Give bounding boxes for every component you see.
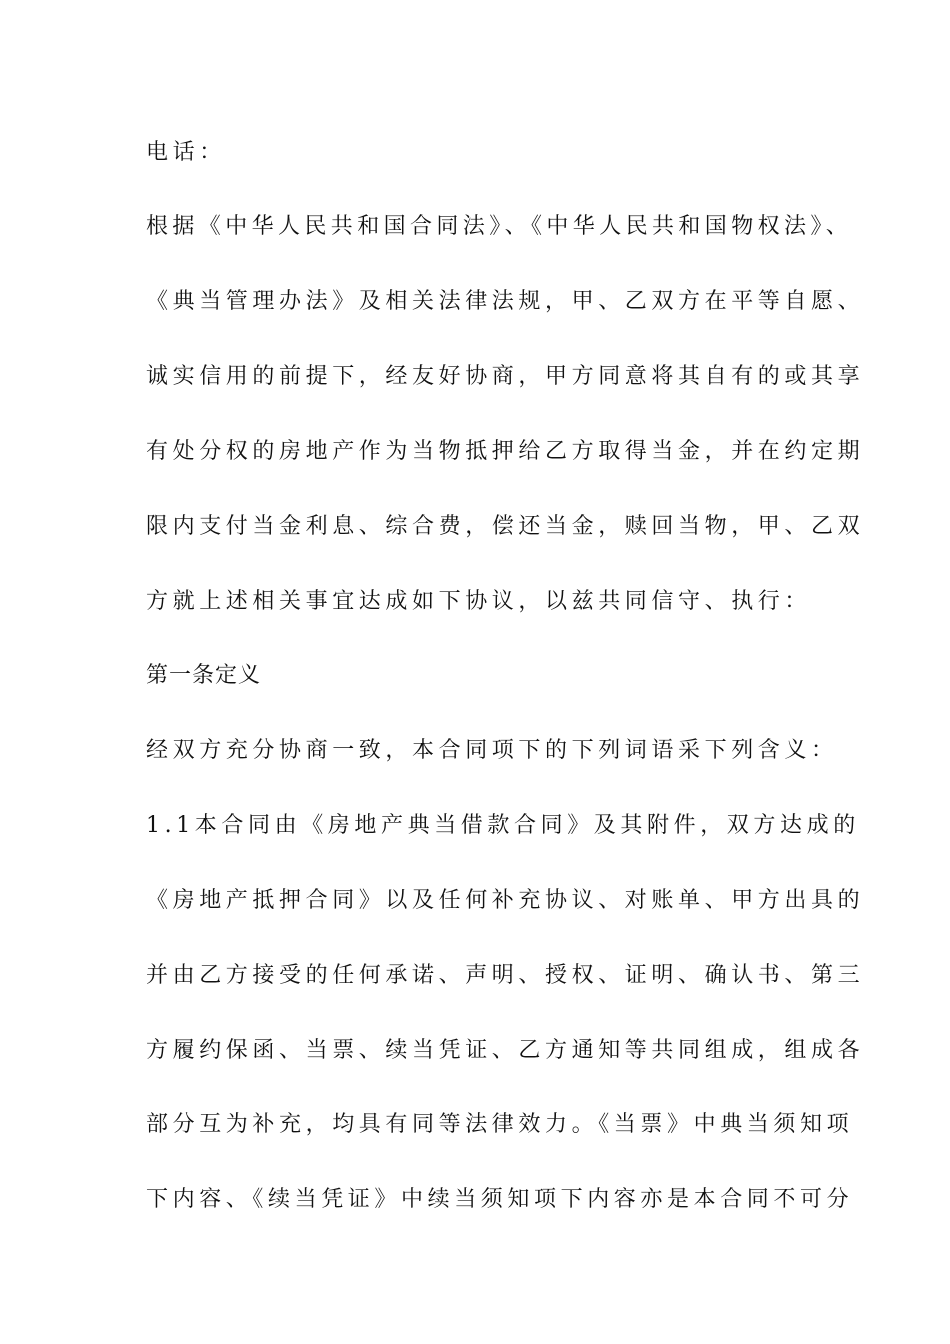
clause-line: 下内容、《续当凭证》中续当须知项下内容亦是本合同不可分	[146, 1187, 854, 1212]
paragraph-line: 方就上述相关事宜达成如下协议，以兹共同信守、执行：	[146, 589, 812, 614]
clause-line: 并由乙方接受的任何承诺、声明、授权、证明、确认书、第三	[146, 963, 865, 988]
clause-line: 部分互为补充，均具有同等法律效力。《当票》中典当须知项	[146, 1112, 854, 1137]
paragraph-line: 限内支付当金利息、综合费，偿还当金，赎回当物，甲、乙双	[146, 514, 865, 539]
clause-line: 方履约保函、当票、续当凭证、乙方通知等共同组成，组成各	[146, 1038, 865, 1063]
paragraph-line: 有处分权的房地产作为当物抵押给乙方取得当金，并在约定期	[146, 439, 865, 464]
paragraph-line: 经双方充分协商一致，本合同项下的下列词语采下列含义：	[146, 738, 838, 763]
clause-line: 《房地产抵押合同》以及任何补充协议、对账单、甲方出具的	[146, 888, 865, 913]
paragraph-line: 《典当管理办法》及相关法律法规，甲、乙双方在平等自愿、	[146, 289, 865, 314]
paragraph-line: 诚实信用的前提下，经友好协商，甲方同意将其自有的或其享	[146, 364, 865, 389]
phone-label: 电话：	[146, 140, 226, 165]
clause-line: 1.1本合同由《房地产典当借款合同》及其附件，双方达成的	[146, 813, 860, 838]
paragraph-line: 根据《中华人民共和国合同法》、《中华人民共和国物权法》、	[146, 214, 853, 239]
section-heading: 第一条定义	[146, 663, 262, 688]
